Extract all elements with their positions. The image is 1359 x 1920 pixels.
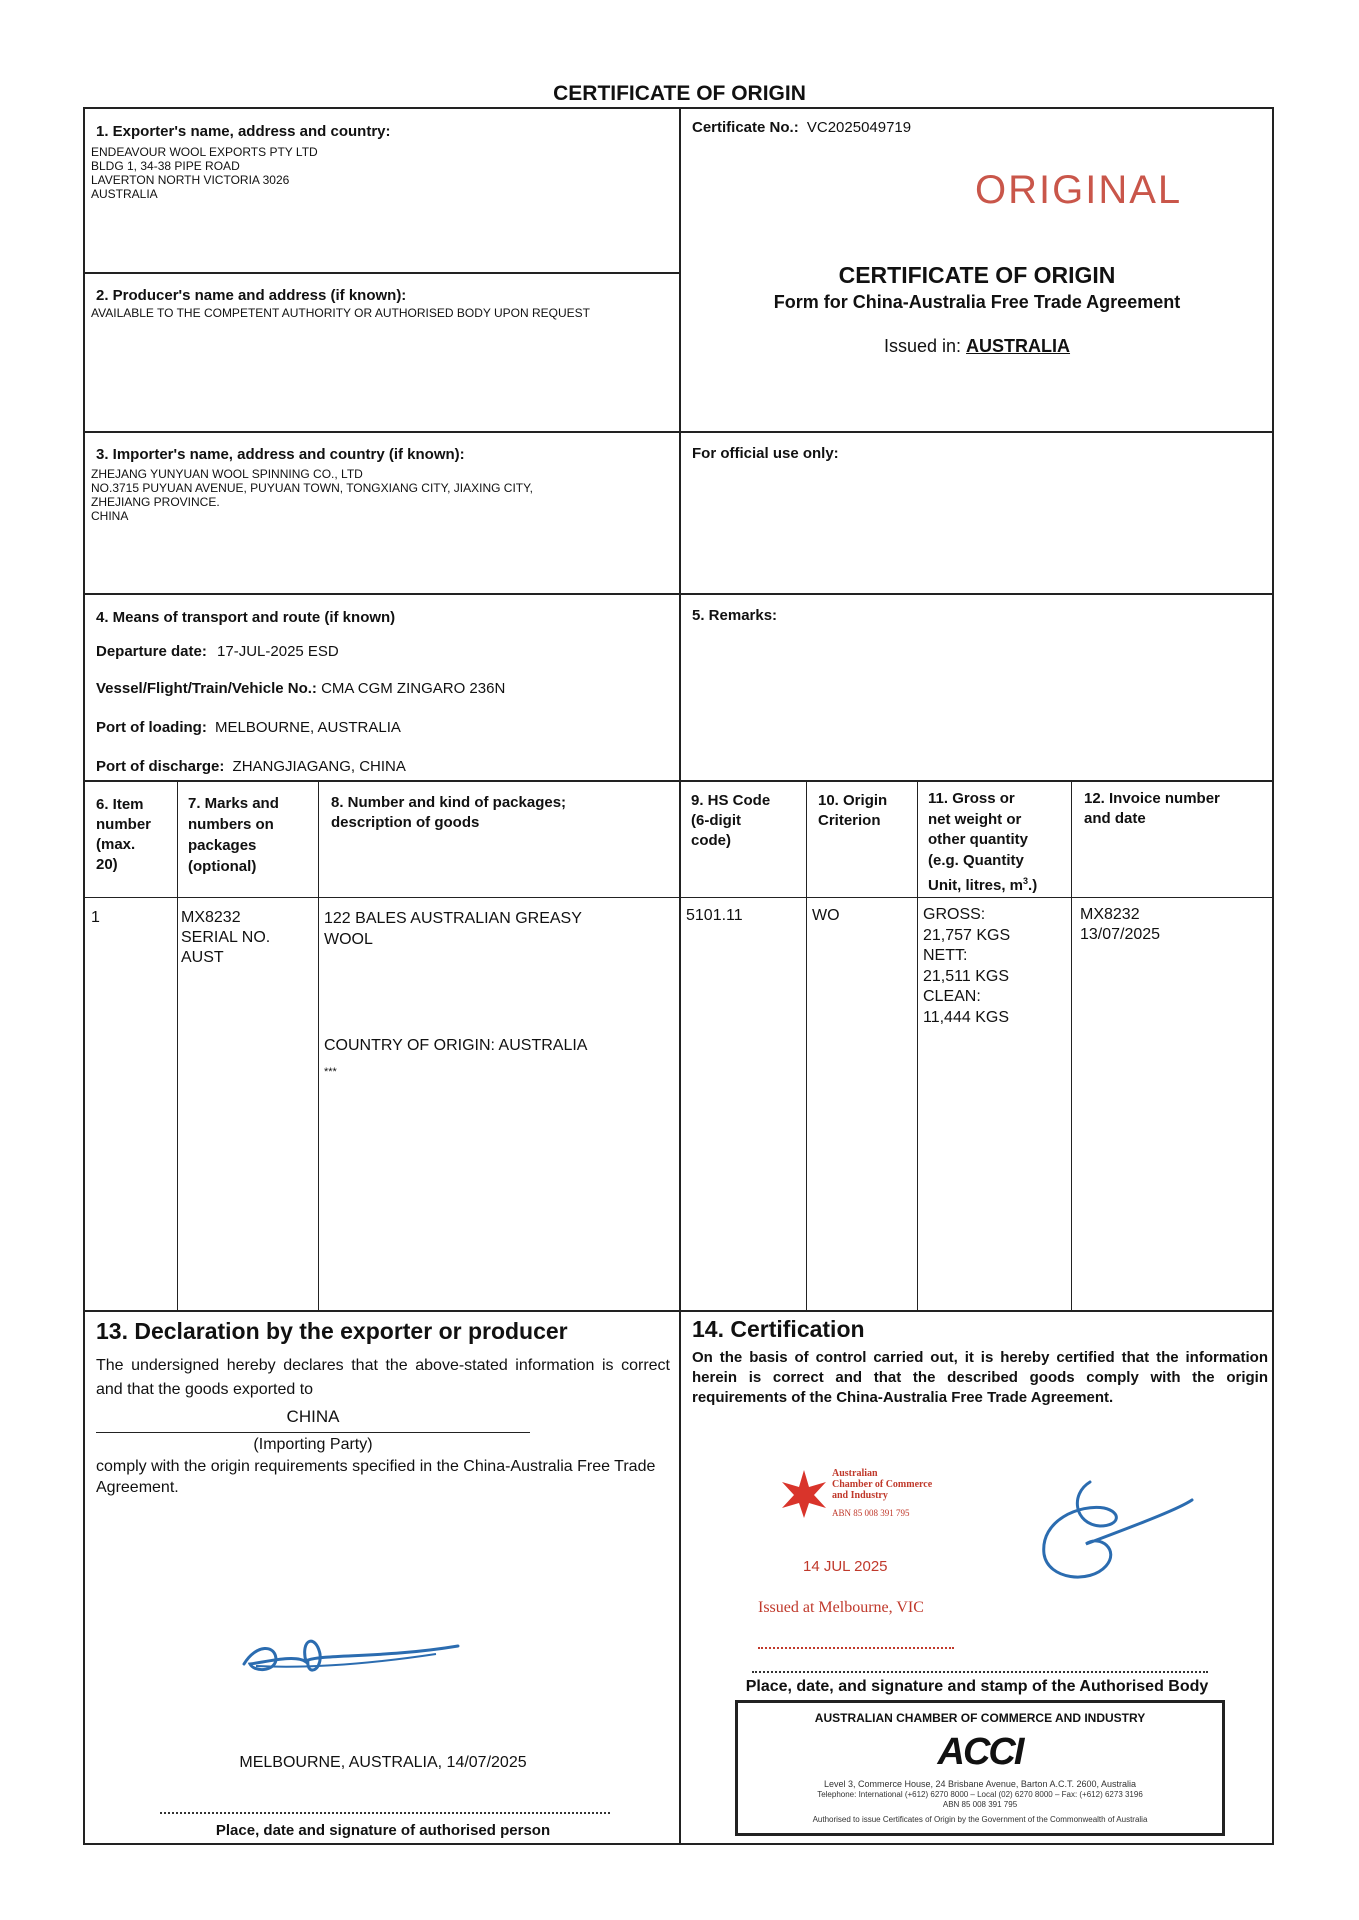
header-weight-line: (e.g. Quantity — [928, 851, 1024, 869]
box13-text2: comply with the origin requirements specified in the China-Australia Free Trade Agreement. — [96, 1458, 656, 1496]
stamp-org — [832, 1468, 932, 1501]
col-line-2 — [318, 780, 319, 1311]
stamp-dotted-line — [758, 1647, 954, 1649]
box13-heading: 13. Declaration by the exporter or producer — [96, 1318, 568, 1344]
certificate-number-value: VC2025049719 — [806, 119, 912, 136]
importer-line-1: ZHEJANG YUNYUAN WOOL SPINNING CO., LTD — [91, 467, 363, 481]
box14-footer: Place, date, and signature and stamp of the Authorised Body — [745, 1678, 1209, 1695]
header-marks-line: 7. Marks and — [188, 795, 279, 812]
box13-place-date: MELBOURNE, AUSTRALIA, 14/07/2025 — [239, 1754, 527, 1771]
row-hs-code: 5101.11 — [686, 907, 743, 924]
row-marks — [181, 908, 270, 968]
header-item-line: number — [96, 816, 152, 833]
cert-subheading: Form for China-Australia Free Trade Agreement — [773, 292, 1181, 312]
stamp-org-line: and Industry — [832, 1490, 888, 1501]
departure-value: 17-JUL-2025 ESD — [217, 643, 339, 660]
divider-box2 — [83, 431, 1274, 433]
header-weight-line: other quantity — [928, 831, 1028, 848]
row-invoice — [1080, 905, 1160, 945]
header-item — [96, 795, 151, 875]
row-invoice-line: MX8232 — [1080, 906, 1140, 923]
vessel-label: Vessel/Flight/Train/Vehicle No.: — [96, 680, 317, 697]
center-divider — [679, 107, 681, 1845]
row-weight-line: CLEAN: — [923, 988, 981, 1005]
header-origin-line: 10. Origin — [818, 792, 888, 809]
header-item-line: (max. — [96, 836, 136, 853]
row-marks-line: MX8232 — [181, 909, 241, 926]
row-weight-line: 21,757 KGS — [923, 926, 1011, 944]
divider-table-header — [83, 897, 1274, 898]
row-description-line: 122 BALES AUSTRALIAN GREASY — [324, 910, 582, 927]
col-line-3 — [806, 780, 807, 1311]
header-hs-line: (6-digit — [691, 812, 741, 829]
header-weight-line: Unit, litres, $m^3$.) — [928, 876, 1038, 894]
exporter-line-1: ENDEAVOUR WOOL EXPORTS PTY LTD — [91, 145, 318, 159]
acci-star-icon — [778, 1468, 830, 1520]
header-hs-code — [691, 791, 770, 851]
certificate-number — [692, 119, 911, 136]
frame-right — [1272, 107, 1274, 1845]
box14-dotted-line — [752, 1671, 1208, 1673]
col-line-4 — [917, 780, 918, 1311]
divider-box1 — [83, 272, 680, 274]
row-marks-line: SERIAL NO. — [181, 929, 271, 946]
stamp-org-line: Australian — [832, 1468, 878, 1479]
stamp-abn: ABN 85 008 391 795 — [832, 1508, 910, 1518]
stamp-org-line: Chamber of Commerce — [832, 1479, 933, 1490]
acci-address: Level 3, Commerce House, 24 Brisbane Avenue, Barton A.C.T. 2600, Australia — [823, 1779, 1136, 1789]
official-use-label: For official use only: — [692, 445, 839, 462]
discharge-value: ZHANGJIAGANG, CHINA — [232, 758, 406, 775]
original-stamp: ORIGINAL — [975, 168, 1183, 212]
departure-date — [96, 643, 339, 661]
issued-in — [681, 336, 1273, 357]
row-item: 1 — [91, 909, 100, 926]
row-stars: *** — [324, 1066, 337, 1078]
row-weight-line: GROSS: — [923, 906, 986, 923]
importer-line-2: NO.3715 PUYUAN AVENUE, PUYUAN TOWN, TONGXIANG CITY, JIAXING CITY, — [91, 481, 533, 495]
vessel — [96, 680, 505, 698]
acci-authorised: Authorised to issue Certificates of Origin by the Government of the Commonwealth of Australia — [812, 1815, 1148, 1824]
discharge-label: Port of discharge: — [96, 758, 225, 775]
box13-country-underline — [96, 1432, 530, 1433]
divider-table-bottom — [83, 1310, 1274, 1312]
frame-left — [83, 107, 85, 1845]
acci-phone: Telephone: International (+612) 6270 8000 – Local (02) 6270 8000 – Fax: (+612) 6273 3196 — [817, 1790, 1143, 1799]
port-of-loading — [96, 719, 401, 737]
header-marks-line: packages — [188, 837, 257, 854]
row-country-of-origin: COUNTRY OF ORIGIN: AUSTRALIA — [324, 1037, 588, 1054]
issued-in-value: AUSTRALIA — [966, 336, 1071, 356]
exporter-line-4: AUSTRALIA — [91, 187, 158, 201]
loading-label: Port of loading: — [96, 719, 207, 736]
header-description-line: 8. Number and kind of packages; — [331, 794, 567, 811]
header-hs-line: code) — [691, 832, 732, 849]
header-weight-line: net weight or — [928, 810, 1022, 828]
cert-heading: CERTIFICATE OF ORIGIN — [838, 262, 1116, 288]
row-weight-line: NETT: — [923, 947, 968, 964]
exporter-line-2: BLDG 1, 34-38 PIPE ROAD — [91, 159, 240, 173]
box2-label: 2. Producer's name and address (if known): — [96, 287, 407, 304]
box13-country: CHINA — [286, 1407, 340, 1426]
acci-abn: ABN 85 008 391 795 — [942, 1800, 1018, 1809]
header-weight — [928, 789, 1037, 897]
box4-label: 4. Means of transport and route (if known) — [96, 609, 396, 626]
vessel-value: CMA CGM ZINGARO 236N — [321, 680, 506, 697]
exporter-line-3: LAVERTON NORTH VICTORIA 3026 — [91, 173, 290, 187]
header-invoice-line: and date — [1084, 810, 1146, 827]
box13-text1: The undersigned hereby declares that the above-stated information is correct and that the goods exported to — [96, 1357, 670, 1398]
col-line-5 — [1071, 780, 1072, 1311]
box13-party: (Importing Party) — [253, 1436, 373, 1453]
header-marks-line: (optional) — [188, 858, 257, 875]
acci-box — [735, 1700, 1225, 1836]
divider-box4 — [83, 780, 1274, 782]
port-of-discharge — [96, 758, 406, 776]
issued-in-label: Issued in: — [883, 336, 962, 356]
box14-heading: 14. Certification — [692, 1316, 865, 1342]
importer-line-4: CHINA — [91, 509, 129, 523]
row-invoice-line: 13/07/2025 — [1080, 926, 1161, 943]
row-criterion: WO — [812, 907, 840, 924]
box1-label: 1. Exporter's name, address and country: — [96, 123, 391, 140]
header-description — [331, 793, 566, 833]
box13-footer: Place, date and signature of authorised person — [215, 1822, 551, 1839]
row-weight-line: 11,444 KGS — [923, 1008, 1009, 1026]
box14-text: On the basis of control carried out, it is hereby certified that the information herein is correct and that the described goods comply with the origin requirements of the China-Australia Free Trade Agreement. — [692, 1349, 1268, 1406]
header-origin-line: Criterion — [818, 812, 881, 829]
authorised-signature — [1030, 1474, 1200, 1594]
header-marks-line: numbers on — [188, 816, 274, 833]
row-description-line: WOOL — [324, 931, 373, 948]
box5-label: 5. Remarks: — [692, 607, 778, 624]
acci-title: AUSTRALIAN CHAMBER OF COMMERCE AND INDUSTRY — [814, 1711, 1146, 1725]
header-description-line: description of goods — [331, 814, 480, 831]
departure-label: Departure date: — [96, 643, 207, 660]
header-invoice-line: 12. Invoice number — [1084, 790, 1220, 807]
header-origin — [818, 791, 887, 831]
loading-value: MELBOURNE, AUSTRALIA — [215, 719, 401, 736]
stamp-issued: Issued at Melbourne, VIC — [758, 1599, 924, 1616]
divider-box3 — [83, 593, 1274, 595]
exporter-signature — [236, 1624, 466, 1684]
certificate-number-label: Certificate No.: — [692, 119, 799, 136]
box3-label: 3. Importer's name, address and country (if known): — [96, 446, 465, 463]
row-description — [324, 908, 582, 950]
header-weight-line: 11. Gross or — [928, 790, 1015, 807]
importer-line-3: ZHEJIANG PROVINCE. — [91, 495, 220, 509]
header-item-line: 20) — [96, 856, 118, 873]
header-invoice — [1084, 789, 1220, 829]
row-marks-line: AUST — [181, 949, 224, 966]
box13-dotted-line — [160, 1812, 610, 1814]
header-marks — [188, 793, 279, 877]
header-item-line: 6. Item — [96, 796, 144, 813]
stamp-date: 14 JUL 2025 — [803, 1558, 888, 1575]
col-line-1 — [177, 780, 178, 1311]
row-weight — [923, 905, 1010, 1028]
page-title: CERTIFICATE OF ORIGIN — [553, 82, 806, 105]
header-hs-line: 9. HS Code — [691, 792, 771, 809]
producer-value: AVAILABLE TO THE COMPETENT AUTHORITY OR AUTHORISED BODY UPON REQUEST — [91, 306, 590, 320]
acci-logo: ACCI — [937, 1731, 1023, 1773]
row-weight-line: 21,511 KGS — [923, 967, 1009, 985]
